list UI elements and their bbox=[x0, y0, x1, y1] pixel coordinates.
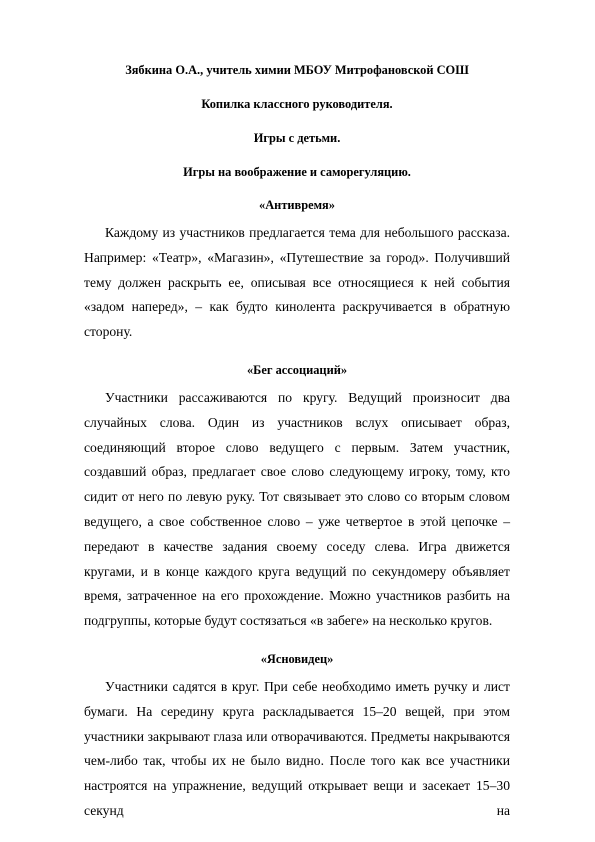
document-page bbox=[84, 63, 510, 824]
collection-title: Копилка классного руководителя. bbox=[201, 97, 393, 111]
section-text-antivremya: Каждому из участников предлагается тема для небольшого рассказа. Например: «Театр», «Магазин», «Путешествие за город». Получивший тему должен раскрыть ее, описывая все относящиеся к ней события «задом наперед», – как будто кинолента раскручивается в обратную сторону. bbox=[84, 225, 510, 340]
games-title: Игры с детьми. bbox=[253, 131, 341, 145]
section-title-yasnovidec: «Ясновидец» bbox=[260, 651, 334, 666]
section-text-yasnovidec: Участники садятся в круг. При себе необходимо иметь ручку и лист бумаги. На середину круга раскладывается 15–20 вещей, при этом участники закрывают глаза или отворачиваются. Предметы накрываются чем-либо так, чтобы их не было видно. После того как все участники настроятся на упражнение, ведущий открывает вещи и засекает 15–30 секунд на bbox=[84, 678, 510, 818]
section-title-beg-associaciy: «Бег ассоциаций» bbox=[246, 362, 348, 377]
author-line: Зябкина О.А., учитель химии МБОУ Митрофановской СОШ bbox=[125, 63, 469, 77]
section-text-beg-associaciy: Участники рассаживаются по кругу. Ведущий произносит два случайных слова. Один из участников вслух описывает образ, соединяющий второе слово ведущего с первым. Затем участник, создавший образ, предлагает свое слово следующему игроку, тому, кто сидит от него по левую руку. Тот связывает это слово со вторым словом ведущего, а свое собственное слово – уже четвертое в этой цепочке – передают в качестве задания своему соседу слева. Игра движется кругами, и в конце каждого круга ведущий по секундомеру объявляет время, затраченное на его прохождение. Можно участников разбить на подгруппы, которые будут состязаться «в забеге» на несколько кругов. bbox=[84, 389, 510, 629]
section-title-antivremya: «Антивремя» bbox=[259, 198, 335, 212]
topic-title: Игры на воображение и саморегуляцию. bbox=[183, 165, 411, 179]
